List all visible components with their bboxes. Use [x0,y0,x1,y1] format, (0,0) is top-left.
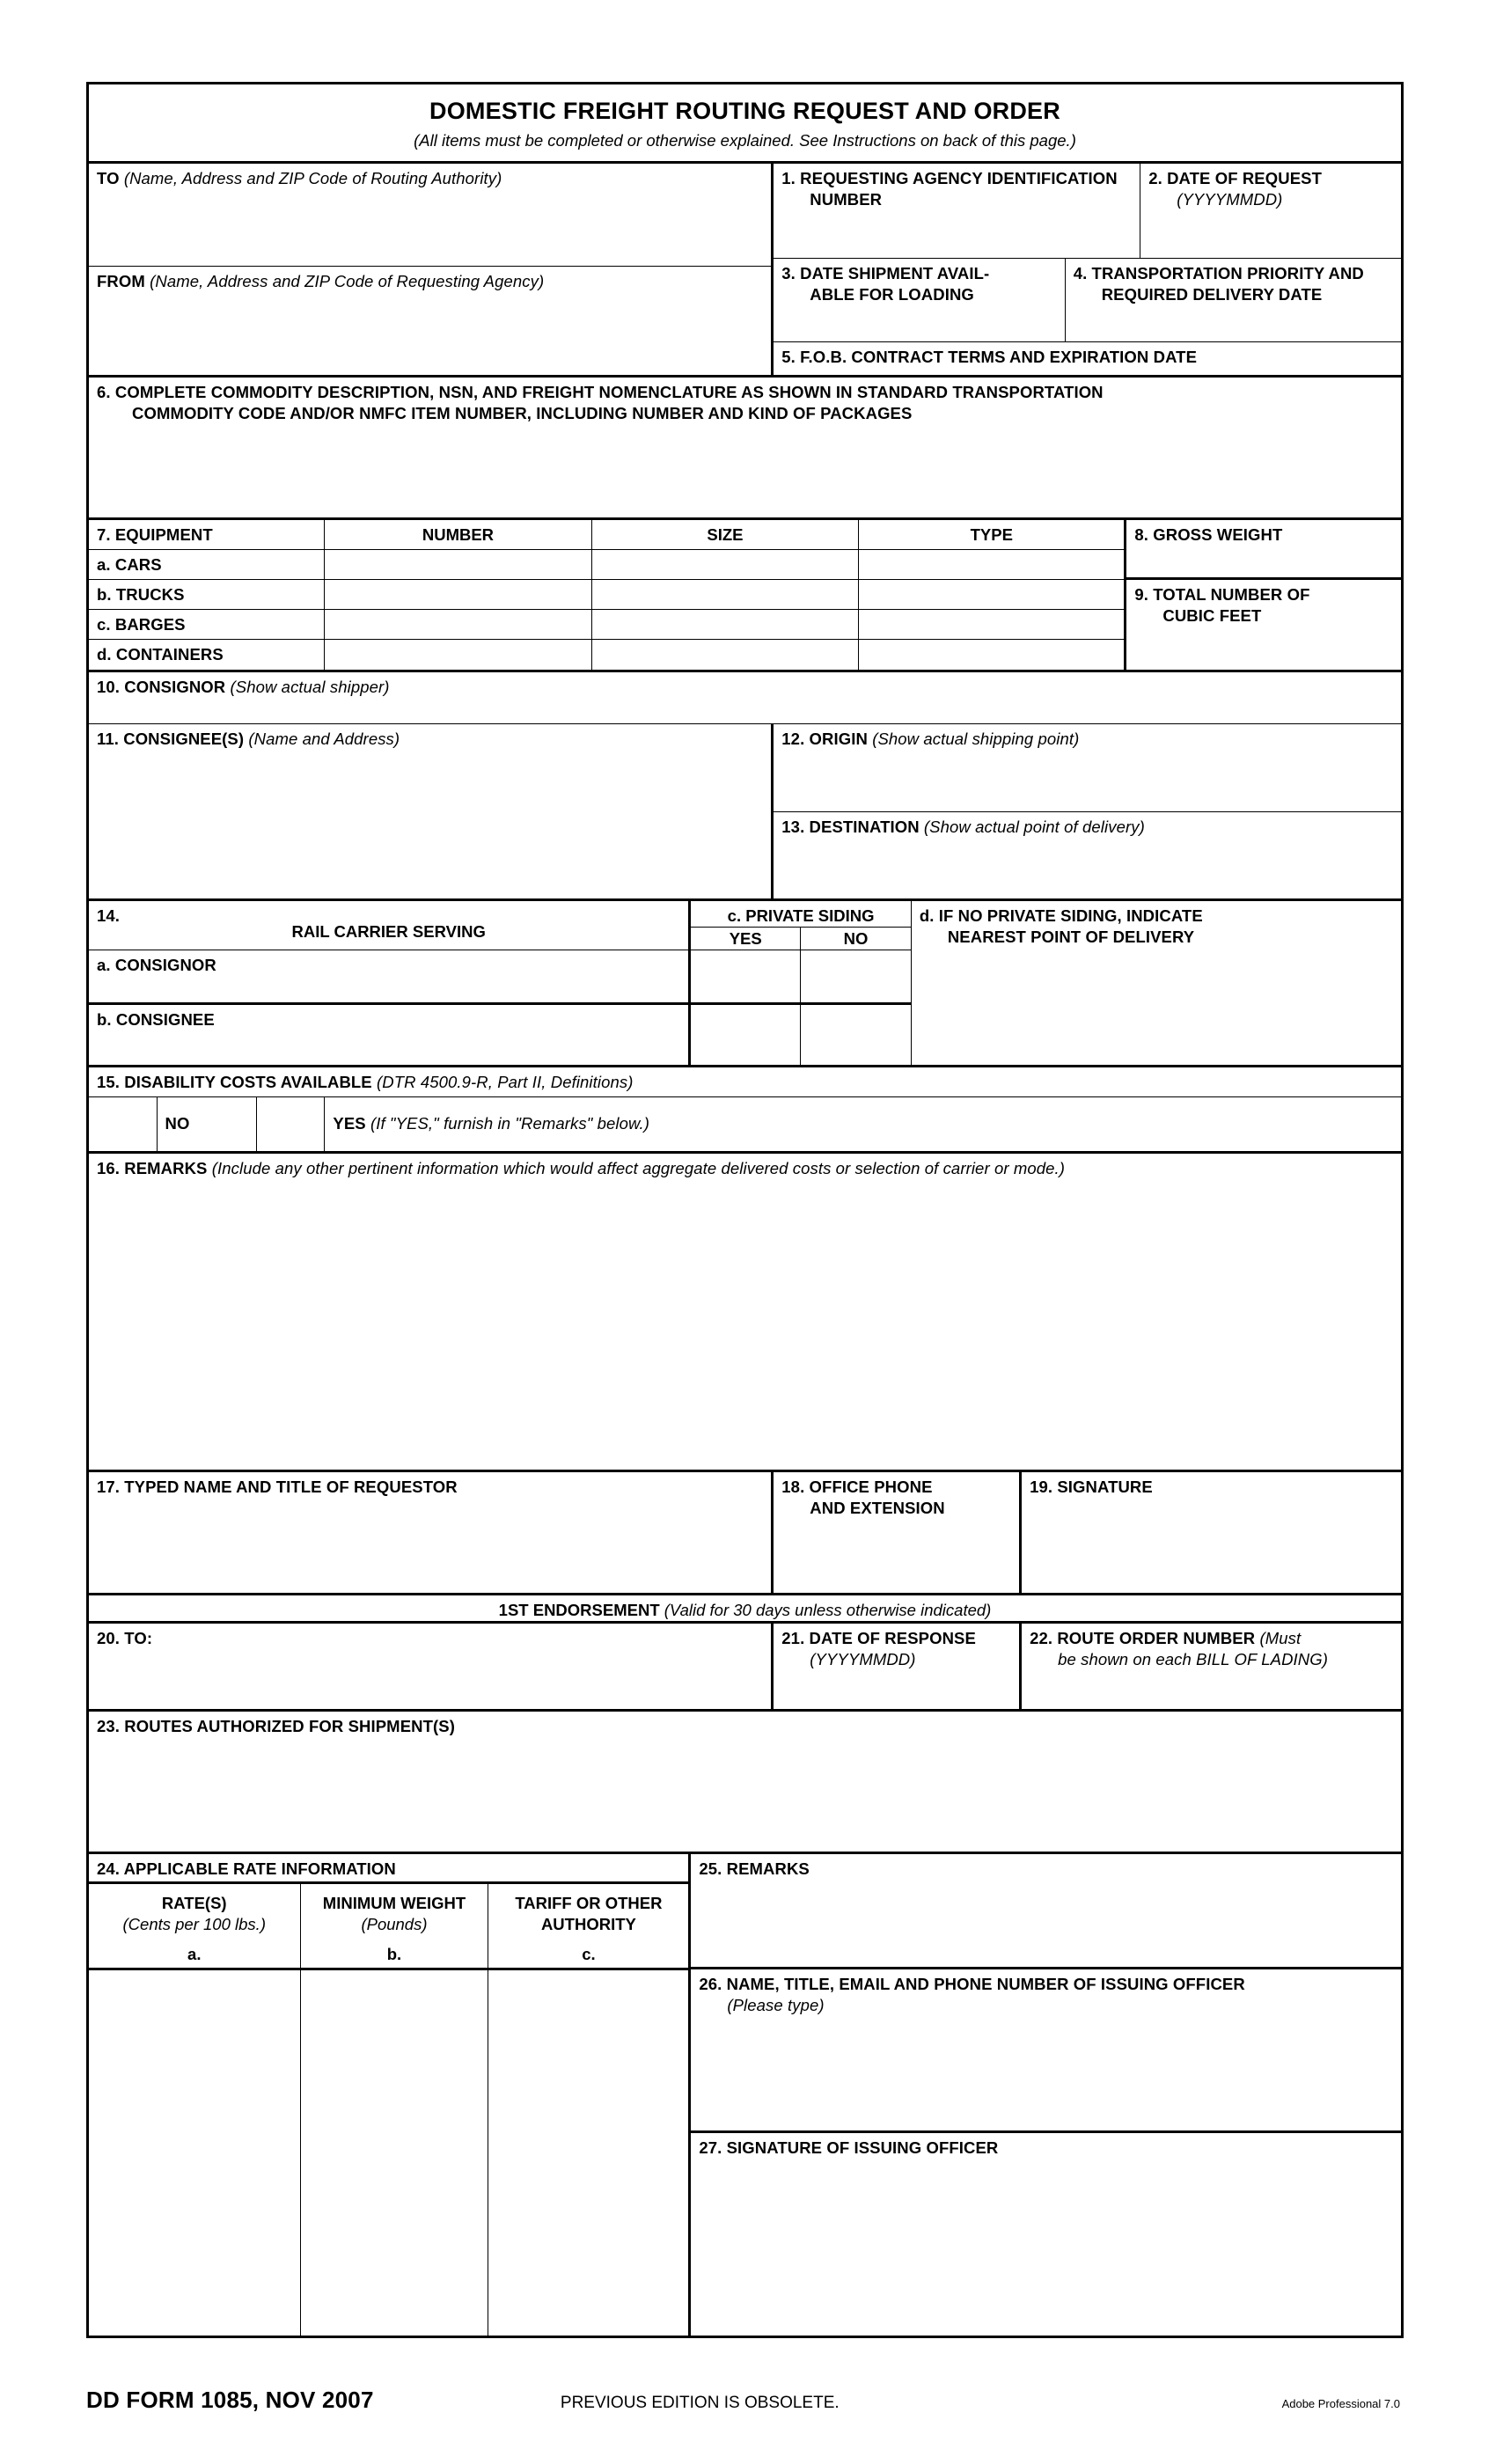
item-16-remarks[interactable] [89,1151,1401,1470]
rate-column-header-rates: RATE(S) (Cents per 100 lbs.) a. [89,1884,301,1968]
to-label: TO (Name, Address and ZIP Code of Routing Authority) [97,169,502,188]
private-siding-yes-header: YES [691,928,801,950]
item-22-route-order-number[interactable] [1022,1624,1401,1709]
form-number: DD FORM 1085, NOV 2007 [86,2387,374,2413]
item-24-header: 24. APPLICABLE RATE INFORMATION [89,1854,688,1884]
item-13-label: 13. DESTINATION (Show actual point of delivery) [781,818,1145,837]
item-9-total-cubic-feet[interactable] [1126,580,1401,670]
item-1-label: 1. REQUESTING AGENCY IDENTIFICATION NUMBER [781,169,1118,209]
item-19-signature[interactable]: 19. SIGNATURE [1030,1478,1153,1497]
item-25-remarks[interactable]: 25. REMARKS [691,1854,1401,1969]
consignor-private-siding-yes-checkbox[interactable] [691,950,801,1002]
item-12-label: 12. ORIGIN (Show actual shipping point) [781,730,1080,749]
to-from-column [89,164,774,375]
rail-carrier-label-column [89,901,691,1065]
column-header-type: TYPE [970,525,1013,545]
item-11-label: 11. CONSIGNEE(S) (Name and Address) [97,730,400,749]
disability-costs-yes-label-cell [325,1097,1401,1151]
containers-type-field[interactable] [859,640,1124,670]
item-16-label: 16. REMARKS (Include any other pertinent information which would affect aggregate delivered costs or selection of carrier or mode.) [97,1159,1066,1178]
endorsement-routing-section [89,1621,1401,1709]
item-21-date-of-response[interactable] [774,1624,1022,1709]
item-2-date-of-request[interactable] [1140,164,1401,258]
rate-column-header-tariff-authority: TARIFF OR OTHER AUTHORITY c. [515,1894,663,1964]
from-block[interactable] [89,267,771,375]
barges-type-field[interactable] [859,610,1124,639]
previous-edition-notice: PREVIOUS EDITION IS OBSOLETE. [560,2394,840,2412]
equipment-row-label-trucks: b. TRUCKS [89,580,325,609]
equipment-row-label-cars: a. CARS [89,550,325,579]
table-row [89,550,1124,580]
item-6-commodity-description[interactable] [89,375,1401,517]
items-1-5-column [774,164,1401,375]
trucks-size-field[interactable] [592,580,860,609]
disability-costs-yes-checkbox[interactable] [257,1097,326,1151]
consignee-private-siding-yes-checkbox[interactable] [691,1005,801,1065]
item-20-to[interactable]: 20. TO: [89,1624,774,1709]
private-siding-header: c. PRIVATE SIDING [691,901,910,928]
consignor-siding-row [691,950,910,1005]
item-14-rail-carrier-section [89,898,1401,1065]
disability-costs-no-checkbox[interactable] [89,1097,158,1151]
from-label: FROM (Name, Address and ZIP Code of Requesting Agency) [97,272,545,291]
rail-carrier-serving-title: RAIL CARRIER SERVING [291,922,486,942]
to-hint: (Name, Address and ZIP Code of Routing Authority) [123,169,502,188]
endorsement-label: 1ST ENDORSEMENT (Valid for 30 days unless otherwise indicated) [498,1601,992,1620]
item-12-origin[interactable] [774,724,1401,812]
equipment-grid [89,520,1126,670]
issuing-officer-column [691,1854,1401,2336]
column-header-size: SIZE [592,520,860,549]
rate-table-body-row [89,1970,688,2336]
trucks-number-field[interactable] [325,580,592,609]
requestor-signature-section [89,1470,1401,1593]
page-subtitle: (All items must be completed or otherwise explained. See Instructions on back of this page.) [414,130,1076,150]
item-24-applicable-rate-information [89,1854,691,2336]
tariff-authority-value-field[interactable] [488,1970,688,2336]
cars-size-field[interactable] [592,550,860,579]
item-27-signature-of-issuing-officer[interactable]: 27. SIGNATURE OF ISSUING OFFICER [699,2138,999,2158]
form-header [89,84,1401,164]
private-siding-no-header: NO [843,929,869,949]
consignee-siding-row [691,1005,910,1065]
item-14a-consignor[interactable]: a. CONSIGNOR [89,950,688,1005]
from-hint: (Name, Address and ZIP Code of Requesting Agency) [150,272,545,291]
table-row [89,580,1124,610]
trucks-type-field[interactable] [859,580,1124,609]
dd-form-1085 [86,82,1404,2338]
item-3-label: 3. DATE SHIPMENT AVAIL- ABLE FOR LOADING [781,264,990,304]
addressing-and-identification-section [89,164,1401,375]
item-14c-private-siding [691,901,911,1065]
item-14d-nearest-point-of-delivery[interactable] [912,901,1401,1065]
column-header-number: NUMBER [325,520,592,549]
item-15-answer-row [89,1096,1401,1151]
item-14b-consignee[interactable]: b. CONSIGNEE [97,1010,215,1030]
items-3-4-row [774,259,1401,342]
items-1-2-row [774,164,1401,259]
item-5-label: 5. F.O.B. CONTRACT TERMS AND EXPIRATION DATE [781,348,1198,367]
rate-value-field[interactable] [89,1970,301,2336]
consignor-private-siding-no-checkbox[interactable] [801,950,911,1002]
weight-and-volume-column [1126,520,1401,670]
item-21-label: 21. DATE OF RESPONSE (YYYYMMDD) [781,1629,976,1668]
containers-size-field[interactable] [592,640,860,670]
consignee-origin-destination-section [89,723,1401,898]
private-siding-yesno-header [691,928,910,950]
item-13-destination[interactable] [774,812,1401,898]
item-22-label: 22. ROUTE ORDER NUMBER (Must be shown on each BILL OF LADING) [1030,1629,1328,1668]
cars-type-field[interactable] [859,550,1124,579]
cars-number-field[interactable] [325,550,592,579]
equipment-row-label-containers: d. CONTAINERS [89,640,325,670]
disability-costs-no-label-cell: NO [158,1097,257,1151]
item-2-label: 2. DATE OF REQUEST (YYYYMMDD) [1148,169,1322,209]
rate-column-header-minimum-weight: MINIMUM WEIGHT (Pounds) b. [301,1884,489,1968]
item-11-consignees[interactable] [89,724,774,898]
containers-number-field[interactable] [325,640,592,670]
item-23-routes-authorized[interactable]: 23. ROUTES AUTHORIZED FOR SHIPMENT(S) [89,1709,1401,1852]
rate-and-issuing-officer-section [89,1852,1401,2336]
item-18-office-phone[interactable] [774,1472,1022,1593]
item-15-yes-label: YES (If "YES," furnish in "Remarks" below.) [333,1114,649,1133]
item-3-date-shipment-available[interactable] [774,259,1065,341]
table-row [89,610,1124,640]
item-4-label: 4. TRANSPORTATION PRIORITY AND REQUIRED DELIVERY DATE [1073,264,1364,304]
consignee-private-siding-no-checkbox[interactable] [801,1005,911,1065]
first-endorsement-banner [89,1593,1401,1621]
item-7-equipment-header: 7. EQUIPMENT [89,520,325,549]
pdf-producer-note: Adobe Professional 7.0 [1281,2397,1400,2410]
origin-destination-column [774,724,1401,898]
item-10-label: 10. CONSIGNOR (Show actual shipper) [97,678,390,697]
item-9-label: 9. TOTAL NUMBER OF CUBIC FEET [1134,585,1310,625]
item-6-label: 6. COMPLETE COMMODITY DESCRIPTION, NSN, AND FREIGHT NOMENCLATURE AS SHOWN IN STANDARD TRANSPORTATION COMMODITY CODE AND/OR NMFC ITEM NUMBER, INCLUDING NUMBER AND KIND OF PACKAGES [97,383,1104,422]
item-14-header: 14. RAIL CARRIER SERVING [89,901,688,950]
item-10-consignor[interactable] [89,670,1401,723]
minimum-weight-value-field[interactable] [301,1970,489,2336]
item-26-issuing-officer-info[interactable] [691,1969,1401,2133]
item-26-label: 26. NAME, TITLE, EMAIL AND PHONE NUMBER OF ISSUING OFFICER (Please type) [699,1975,1245,2014]
item-18-label: 18. OFFICE PHONE AND EXTENSION [781,1478,945,1517]
barges-number-field[interactable] [325,610,592,639]
page-title: DOMESTIC FREIGHT ROUTING REQUEST AND ORDER [429,98,1060,124]
item-15-disability-costs-header [89,1065,1401,1096]
page-footer [86,2387,1404,2414]
equipment-header-row [89,520,1124,550]
item-14d-label: d. IF NO PRIVATE SIDING, INDICATE NEAREST POINT OF DELIVERY [919,906,1203,946]
item-15-label: 15. DISABILITY COSTS AVAILABLE (DTR 4500.9-R, Part II, Definitions) [97,1073,634,1092]
table-row [89,640,1124,670]
item-4-transportation-priority[interactable] [1066,259,1401,341]
to-block[interactable] [89,164,771,267]
rate-table-header-row [89,1884,688,1970]
item-17-typed-name-and-title[interactable]: 17. TYPED NAME AND TITLE OF REQUESTOR [89,1472,774,1593]
equipment-table [89,517,1401,670]
item-5-fob-contract-terms[interactable] [774,342,1401,375]
barges-size-field[interactable] [592,610,860,639]
item-8-gross-weight[interactable]: 8. GROSS WEIGHT [1126,520,1401,580]
equipment-row-label-barges: c. BARGES [89,610,325,639]
item-1-requesting-agency-id-number[interactable] [774,164,1140,258]
